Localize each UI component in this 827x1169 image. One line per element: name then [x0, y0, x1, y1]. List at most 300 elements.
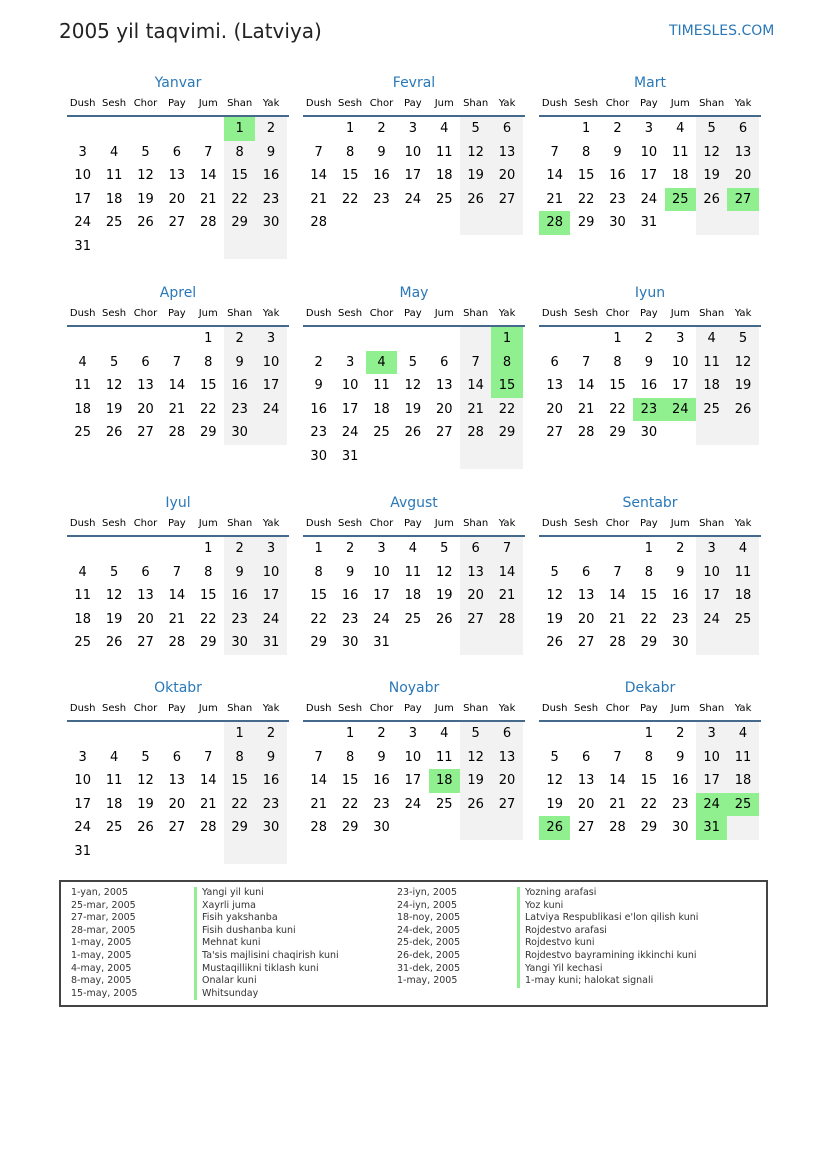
day-cell: 17	[74, 796, 91, 812]
day-cell: 22	[577, 191, 595, 207]
weekday-label: Jum	[198, 703, 218, 714]
day-cell: 22	[341, 796, 359, 812]
month-oktabr	[67, 678, 289, 864]
weekday-label: Sesh	[574, 703, 599, 714]
empty-cell	[460, 327, 491, 351]
day-cell: 6	[141, 564, 150, 580]
weekend-day-cell: 24	[255, 398, 286, 422]
day-cell: 15	[310, 588, 327, 604]
month-avgust	[303, 493, 525, 655]
weekend-day-cell: 23	[255, 793, 286, 817]
empty-cell	[397, 816, 428, 840]
day-cell: 24	[74, 215, 91, 231]
day-cell: 17	[341, 401, 359, 417]
weekday-header	[303, 700, 525, 722]
weekday-label: Shan	[699, 308, 725, 319]
holiday-day-cell: 15	[491, 374, 522, 398]
day-cell: 4	[109, 144, 119, 160]
weekday-label: Yak	[734, 98, 752, 109]
day-cell: 13	[168, 168, 186, 184]
day-cell: 7	[314, 749, 323, 765]
day-grid	[67, 537, 289, 655]
weekday-label: Dush	[541, 518, 568, 529]
weekend-day-cell: 10	[255, 351, 286, 375]
empty-cell	[303, 327, 334, 351]
weekday-label: Chor	[369, 308, 394, 319]
day-cell: 13	[435, 378, 453, 394]
day-cell: 20	[137, 611, 154, 627]
month-name: Iyul	[165, 495, 191, 511]
brand-link[interactable]: TIMESLES.COM	[669, 23, 775, 39]
weekday-label: Yak	[734, 308, 752, 319]
weekday-label: Yak	[498, 518, 516, 529]
holiday-day-cell: 8	[491, 351, 522, 375]
weekend-day-cell: 15	[224, 164, 255, 188]
weekday-label: Shan	[699, 703, 725, 714]
day-cell: 8	[644, 749, 653, 765]
empty-cell	[397, 445, 428, 469]
weekday-label: Pay	[168, 703, 186, 714]
day-cell: 16	[640, 378, 658, 394]
weekend-day-cell: 21	[460, 398, 491, 422]
day-cell: 30	[609, 215, 626, 231]
legend-holiday-name: Rojdestvo bayramining ikkinchi kuni	[517, 950, 698, 963]
empty-cell	[491, 631, 522, 655]
weekend-day-cell: 7	[491, 537, 522, 561]
legend-holiday-name: 1-may kuni; halokat signali	[517, 975, 698, 988]
empty-cell	[130, 840, 161, 864]
day-cell: 26	[137, 820, 154, 836]
day-cell: 27	[546, 425, 563, 441]
day-cell: 1	[345, 726, 355, 741]
empty-cell	[539, 117, 570, 141]
holiday-day-cell: 18	[429, 769, 460, 793]
weekday-label: Pay	[404, 308, 422, 319]
weekend-day-cell: 3	[255, 537, 286, 561]
weekend-day-cell: 13	[460, 561, 491, 585]
weekend-day-cell: 12	[696, 141, 727, 165]
weekday-label: Dush	[305, 98, 332, 109]
weekend-day-cell: 12	[727, 351, 758, 375]
day-cell: 21	[168, 611, 186, 627]
day-cell: 9	[345, 564, 355, 580]
day-cell: 27	[137, 425, 154, 441]
day-cell: 20	[168, 796, 186, 812]
day-cell: 28	[168, 425, 186, 441]
day-cell: 1	[204, 541, 213, 556]
weekday-label: Pay	[404, 98, 422, 109]
day-cell: 19	[137, 796, 154, 812]
day-cell: 27	[137, 635, 154, 651]
weekday-label: Chor	[133, 518, 158, 529]
weekday-label: Yak	[734, 518, 752, 529]
holiday-day-cell: 4	[366, 351, 397, 375]
day-cell: 23	[373, 191, 390, 207]
day-cell: 25	[74, 635, 91, 651]
empty-cell	[460, 211, 491, 235]
empty-cell	[98, 840, 129, 864]
empty-cell	[130, 537, 161, 561]
empty-cell	[397, 211, 428, 235]
weekend-day-cell: 27	[460, 608, 491, 632]
weekday-label: Yak	[498, 308, 516, 319]
day-grid	[539, 117, 761, 235]
weekend-day-cell: 27	[491, 793, 522, 817]
day-cell: 6	[440, 354, 449, 370]
weekend-day-cell: 16	[224, 584, 255, 608]
empty-cell	[303, 117, 334, 141]
weekend-day-cell: 3	[696, 722, 727, 746]
holiday-legend	[59, 880, 768, 1007]
weekday-label: Shan	[699, 518, 725, 529]
month-may	[303, 283, 525, 469]
day-cell: 24	[404, 191, 422, 207]
day-cell: 5	[440, 541, 449, 556]
weekend-day-cell: 4	[727, 537, 758, 561]
weekend-day-cell: 22	[491, 398, 522, 422]
day-cell: 28	[310, 820, 327, 836]
day-cell: 2	[676, 726, 685, 741]
weekday-label: Sesh	[102, 518, 127, 529]
page-title: 2005 yil taqvimi. (Latviya)	[59, 19, 322, 43]
weekend-day-cell: 23	[255, 188, 286, 212]
holiday-day-cell: 24	[665, 398, 696, 422]
weekday-label: Pay	[168, 518, 186, 529]
day-cell: 10	[404, 749, 422, 765]
day-cell: 9	[676, 749, 685, 765]
day-cell: 21	[577, 401, 595, 417]
day-cell: 11	[404, 564, 422, 580]
day-cell: 11	[373, 378, 390, 394]
day-cell: 24	[74, 820, 91, 836]
empty-cell	[193, 117, 224, 141]
weekend-day-cell: 28	[460, 421, 491, 445]
legend-holiday-name: Yangi Yil kechasi	[517, 963, 698, 976]
empty-cell	[67, 327, 98, 351]
weekend-day-cell: 16	[224, 374, 255, 398]
month-name: Noyabr	[388, 680, 440, 696]
day-cell: 1	[644, 541, 653, 556]
day-cell: 30	[310, 448, 327, 464]
day-cell: 15	[341, 773, 359, 789]
day-cell: 31	[74, 843, 91, 859]
weekend-day-cell: 17	[696, 584, 727, 608]
weekend-day-cell: 5	[460, 722, 491, 746]
day-cell: 22	[199, 611, 217, 627]
empty-cell	[665, 421, 696, 445]
legend-holiday-name: Mustaqillikni tiklash kuni	[194, 963, 339, 976]
day-cell: 16	[373, 168, 390, 184]
day-cell: 15	[609, 378, 626, 394]
day-cell: 27	[577, 635, 595, 651]
weekday-label: Chor	[605, 518, 630, 529]
empty-cell	[224, 840, 255, 864]
empty-cell	[98, 327, 129, 351]
empty-cell	[696, 211, 727, 235]
weekend-day-cell: 9	[224, 561, 255, 585]
day-cell: 30	[671, 820, 689, 836]
day-cell: 31	[74, 238, 91, 254]
empty-cell	[727, 421, 758, 445]
day-cell: 14	[609, 773, 626, 789]
weekend-day-cell: 30	[224, 631, 255, 655]
day-cell: 11	[105, 773, 123, 789]
day-cell: 29	[341, 820, 359, 836]
day-cell: 16	[341, 588, 359, 604]
day-cell: 3	[408, 726, 417, 741]
legend-holiday-name: Rojdestvo kuni	[517, 937, 698, 950]
legend-holiday-name: Yozning arafasi	[517, 887, 698, 900]
day-cell: 17	[74, 191, 91, 207]
day-cell: 21	[310, 796, 327, 812]
day-cell: 1	[204, 331, 213, 346]
weekday-header	[67, 700, 289, 722]
empty-cell	[67, 537, 98, 561]
day-cell: 30	[640, 425, 658, 441]
legend-holiday-name: Latviya Respublikasi e'lon qilish kuni	[517, 912, 698, 925]
empty-cell	[67, 722, 98, 746]
weekday-label: Sesh	[574, 98, 599, 109]
day-cell: 7	[314, 144, 323, 160]
day-cell: 18	[404, 588, 422, 604]
day-cell: 12	[105, 378, 123, 394]
day-grid	[303, 537, 525, 655]
weekday-label: Shan	[463, 98, 489, 109]
day-cell: 15	[199, 588, 217, 604]
weekday-label: Sesh	[102, 98, 127, 109]
day-cell: 11	[671, 144, 689, 160]
day-cell: 23	[373, 796, 390, 812]
day-cell: 11	[435, 144, 453, 160]
day-cell: 18	[373, 401, 390, 417]
weekday-label: Pay	[404, 518, 422, 529]
empty-cell	[460, 631, 491, 655]
weekend-day-cell: 6	[460, 537, 491, 561]
weekend-day-cell: 29	[491, 421, 522, 445]
empty-cell	[255, 421, 286, 445]
weekend-day-cell: 21	[491, 584, 522, 608]
weekend-day-cell: 11	[727, 746, 758, 770]
weekend-day-cell: 9	[255, 746, 286, 770]
weekday-label: Chor	[369, 703, 394, 714]
legend-date: 1-yan, 2005	[71, 887, 128, 898]
weekday-label: Jum	[198, 518, 218, 529]
legend-holiday-name: Fisih yakshanba	[194, 912, 339, 925]
legend-date: 24-dek, 2005	[397, 924, 461, 936]
day-cell: 28	[609, 820, 626, 836]
day-cell: 23	[671, 796, 689, 812]
weekend-day-cell: 18	[696, 374, 727, 398]
day-cell: 9	[314, 378, 323, 394]
empty-cell	[727, 211, 758, 235]
empty-cell	[334, 327, 365, 351]
day-cell: 10	[74, 168, 91, 184]
weekend-day-cell: 16	[255, 164, 286, 188]
empty-cell	[602, 722, 633, 746]
day-cell: 23	[310, 425, 327, 441]
empty-cell	[570, 537, 601, 561]
month-iyul	[67, 493, 289, 655]
legend-holiday-name: Whitsunday	[194, 988, 339, 1001]
day-cell: 13	[577, 773, 595, 789]
weekday-label: Chor	[605, 308, 630, 319]
day-cell: 9	[377, 749, 386, 765]
weekday-label: Dush	[305, 308, 332, 319]
day-cell: 17	[404, 773, 422, 789]
weekend-day-cell: 8	[224, 141, 255, 165]
empty-cell	[193, 840, 224, 864]
day-cell: 4	[676, 121, 685, 136]
weekday-label: Sesh	[338, 308, 363, 319]
weekend-day-cell: 17	[255, 584, 286, 608]
day-cell: 10	[74, 773, 91, 789]
empty-cell	[193, 722, 224, 746]
day-cell: 8	[345, 749, 355, 765]
day-cell: 18	[435, 168, 453, 184]
day-cell: 26	[546, 635, 563, 651]
day-cell: 9	[676, 564, 685, 580]
day-cell: 20	[137, 401, 154, 417]
day-cell: 28	[577, 425, 595, 441]
weekday-label: Shan	[463, 518, 489, 529]
weekday-label: Jum	[434, 98, 454, 109]
weekend-day-cell: 24	[696, 608, 727, 632]
empty-cell	[429, 631, 460, 655]
day-cell: 7	[172, 354, 181, 370]
day-grid	[67, 117, 289, 259]
day-cell: 13	[577, 588, 595, 604]
weekend-day-cell: 8	[224, 746, 255, 770]
day-cell: 8	[204, 564, 213, 580]
day-cell: 13	[137, 378, 154, 394]
day-cell: 16	[310, 401, 327, 417]
weekend-day-cell: 5	[696, 117, 727, 141]
month-name: Oktabr	[154, 680, 202, 696]
day-cell: 9	[613, 144, 622, 160]
month-fevral	[303, 73, 525, 235]
legend-date: 1-may, 2005	[71, 949, 132, 961]
weekend-day-cell: 2	[255, 722, 286, 746]
legend-date: 18-noy, 2005	[397, 912, 461, 924]
weekday-label: Pay	[640, 703, 658, 714]
legend-right-dates	[397, 887, 460, 988]
day-cell: 18	[74, 611, 91, 627]
empty-cell	[491, 211, 522, 235]
weekend-day-cell: 4	[727, 722, 758, 746]
day-cell: 9	[644, 354, 653, 370]
day-cell: 26	[105, 425, 123, 441]
weekday-label: Pay	[640, 518, 658, 529]
weekday-label: Yak	[262, 98, 280, 109]
empty-cell	[161, 722, 192, 746]
day-cell: 10	[404, 144, 422, 160]
day-cell: 25	[404, 611, 422, 627]
day-cell: 30	[341, 635, 359, 651]
month-name: Fevral	[392, 75, 436, 91]
weekend-day-cell: 30	[224, 421, 255, 445]
day-cell: 14	[609, 588, 626, 604]
day-cell: 29	[199, 425, 217, 441]
day-cell: 6	[550, 354, 559, 370]
weekday-label: Shan	[227, 703, 253, 714]
day-cell: 10	[373, 564, 390, 580]
weekday-label: Jum	[670, 703, 690, 714]
month-aprel	[67, 283, 289, 445]
day-cell: 3	[78, 144, 87, 160]
weekend-day-cell: 11	[727, 561, 758, 585]
weekend-day-cell: 7	[460, 351, 491, 375]
empty-cell	[696, 421, 727, 445]
empty-cell	[429, 816, 460, 840]
month-name: Aprel	[159, 285, 197, 301]
weekend-day-cell: 5	[460, 117, 491, 141]
weekend-day-cell: 14	[491, 561, 522, 585]
weekend-day-cell: 2	[255, 117, 286, 141]
legend-left-names	[194, 887, 339, 1000]
weekday-label: Chor	[133, 703, 158, 714]
day-cell: 28	[310, 215, 327, 231]
month-name: Sentabr	[622, 495, 678, 511]
day-cell: 15	[199, 378, 217, 394]
weekend-day-cell: 27	[491, 188, 522, 212]
empty-cell	[98, 722, 129, 746]
weekday-label: Shan	[699, 98, 725, 109]
day-cell: 29	[640, 820, 658, 836]
day-cell: 5	[109, 354, 119, 370]
month-name: Mart	[634, 75, 666, 91]
legend-date: 23-iyn, 2005	[397, 887, 458, 898]
weekend-day-cell: 29	[224, 816, 255, 840]
weekday-label: Sesh	[574, 308, 599, 319]
month-name: Iyun	[634, 285, 666, 301]
day-cell: 22	[310, 611, 327, 627]
weekday-label: Jum	[670, 518, 690, 529]
day-cell: 29	[640, 635, 658, 651]
weekday-header	[303, 95, 525, 117]
day-cell: 26	[404, 425, 422, 441]
weekday-label: Jum	[198, 308, 218, 319]
weekday-header	[67, 305, 289, 327]
weekend-day-cell: 12	[460, 141, 491, 165]
day-cell: 31	[640, 215, 658, 231]
day-cell: 22	[199, 401, 217, 417]
day-cell: 16	[671, 773, 689, 789]
empty-cell	[539, 722, 570, 746]
empty-cell	[397, 631, 428, 655]
day-cell: 20	[577, 611, 595, 627]
holiday-day-cell: 1	[491, 327, 522, 351]
day-cell: 29	[310, 635, 327, 651]
day-cell: 28	[609, 635, 626, 651]
day-cell: 4	[440, 726, 449, 741]
weekend-day-cell: 10	[255, 561, 286, 585]
day-cell: 7	[613, 749, 622, 765]
day-cell: 3	[644, 121, 653, 136]
legend-holiday-name: Onalar kuni	[194, 975, 339, 988]
weekend-day-cell: 10	[696, 561, 727, 585]
day-cell: 15	[341, 168, 359, 184]
day-cell: 25	[105, 215, 123, 231]
weekday-header	[67, 515, 289, 537]
day-cell: 30	[671, 635, 689, 651]
day-cell: 14	[199, 773, 217, 789]
weekend-day-cell: 20	[491, 769, 522, 793]
month-yanvar	[67, 73, 289, 259]
day-cell: 12	[105, 588, 123, 604]
month-name: Yanvar	[154, 75, 202, 91]
day-cell: 16	[373, 773, 390, 789]
weekend-day-cell: 13	[491, 141, 522, 165]
